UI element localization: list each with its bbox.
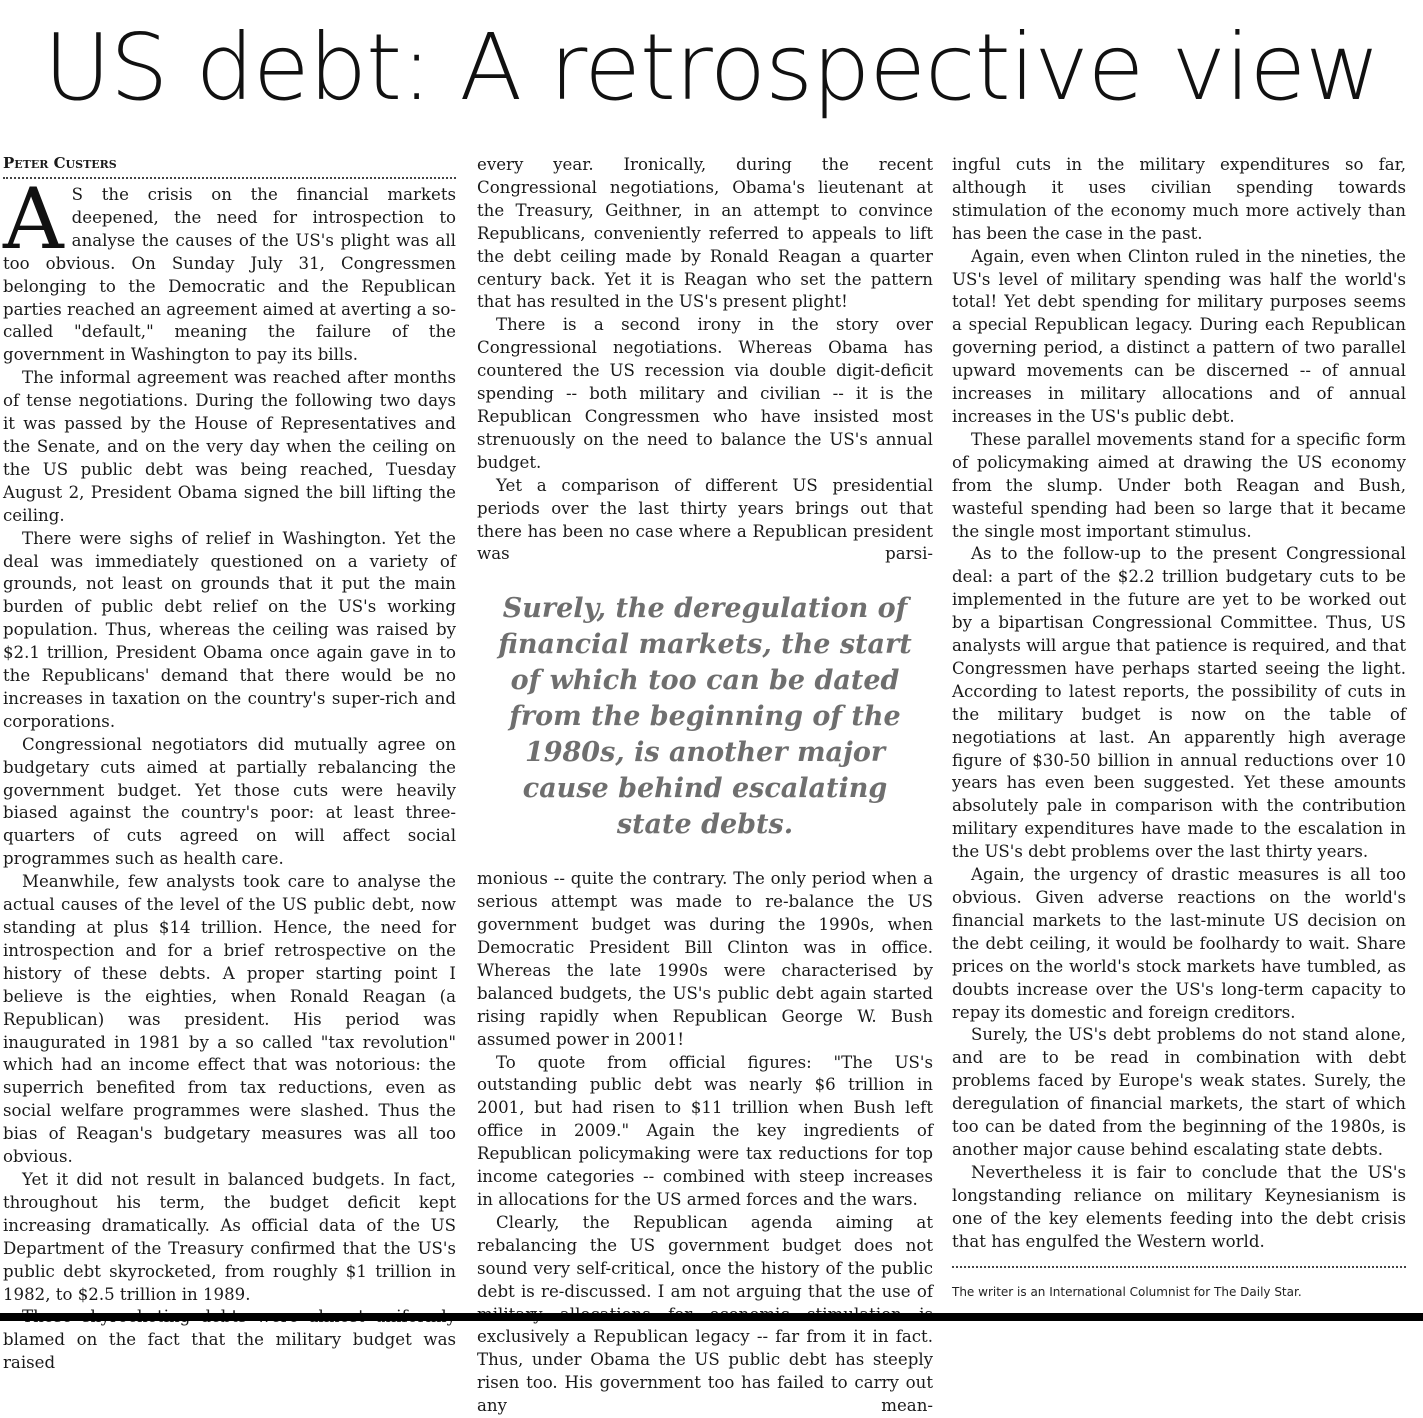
paragraph: There were sighs of relief in Washington. Yet the deal was immediately questioned on a variety of grounds, not least on grounds that it put the main burden of public debt relief on the US's working population. Thus, whereas the ceiling was raised by $2.1 trillion, President Obama once again gave in to the Republicans' demand that there would be no increases in taxation on the country's super-rich and corporations. (3, 528, 456, 731)
column-3 (952, 154, 1406, 1300)
article-title: US debt: A retrospective view (43, 14, 1380, 121)
author-credit: The writer is an International Columnist for The Daily Star. (952, 1284, 1302, 1299)
paragraph: There is a second irony in the story over Congressional negotiations. Whereas Obama has countered the US recession via double digit-deficit spending -- both military and civilian -- it is the Republican Congressmen who have insisted most strenuously on the need to balance the US's annual budget. (477, 315, 933, 472)
byline: Peter Custers (3, 152, 456, 179)
paragraph: every year. Ironically, during the recent Congressional negotiations, Obama's lieutenant at the Treasury, Geithner, in an attempt to convince Republicans, conveniently referred to appeals to lift the debt ceiling made by Ronald Reagan a quarter century back. Yet it is Reagan who set the pattern that has resulted in the US's present plight! (477, 155, 933, 312)
paragraph: Clearly, the Republican agenda aiming at rebalancing the US government budget does not sound very self-critical, once the history of the public debt is re-discussed. I am not arguing that the use of exclusively a Republican legacy -- far from it in fact. Thus, under Obama the US public debt has steeply risen too. His government too has failed to carry out any mean- (477, 1212, 933, 1416)
drop-cap: A (3, 170, 64, 268)
paragraph: blamed on the fact that the military budget was raised (3, 1330, 456, 1373)
paragraph: Again, the urgency of drastic measures is all too obvious. Given adverse reactions on the world's financial markets to the last-minute US decision on the debt ceiling, it would be foolhardy to wait. Share prices on the world's stock markets have tumbled, as doubts increase over the US's long-term capacity to repay its domestic and foreign creditors. (952, 865, 1406, 1022)
paragraph: Congressional negotiators did mutually agree on budgetary cuts aimed at partially rebalancing the government budget. Yet those cuts were heavily biased against the country's poor: at least three-quarters of cuts agreed on will affect social programmes such as health care. (3, 734, 456, 869)
pull-quote: Surely, the deregulation of financial markets, the start of which too can be dated from the beginning of the 1980s, is another major cause behind escalating state debts. (498, 593, 912, 841)
paragraph: These parallel movements stand for a specific form of policymaking aimed at drawing the US economy from the slump. Under both Reagan and Bush, wasteful spending had been so large that it became the single most important stimulus. (952, 429, 1406, 541)
paragraph-text: S the crisis on the financial markets deepened, the need for introspection to analyse the causes of the US's plight was all too obvious. On Sunday July 31, Congressmen belonging to the Democratic and the Republican parties reached an agreement aimed at averting a so-called "default," meaning the failure of the government in Washington to pay its bills. (3, 185, 456, 365)
column-1 (3, 152, 456, 1375)
paragraph: Yet a comparison of different US presidential periods over the last thirty years brings out that there has been no case where a Republican president was parsi- (477, 475, 933, 564)
paragraph: To quote from official figures: "The US's outstanding public debt was nearly $6 trillion in 2001, but had risen to $11 trillion when Bush left office in 2009." Again the key ingredients of Republican policymaking were tax reductions for top income categories -- combined with steep increases in allocations for the US armed forces and the wars. (477, 1052, 933, 1209)
paragraph: As to the follow-up to the present Congressional deal: a part of the $2.2 trillion budgetary cuts to be implemented in the future are yet to be worked out by a bipartisan Congressional Committee. Thus, US analysts will argue that patience is required, and that Congressmen have perhaps started seeing the light. According to latest reports, the possibility of cuts in the military budget is now on the table of negotiations at last. An apparently high average figure of $30-50 billion in annual reductions over 10 years has even been suggested. Yet these amounts absolutely pale in comparison with the contribution military expenditures have made to the escalation in the US's debt problems over the last thirty years. (952, 544, 1406, 862)
paragraph (3, 170, 456, 367)
paragraph: Again, even when Clinton ruled in the nineties, the US's level of military spending was half the world's total! Yet debt spending for military purposes seems a special Republican legacy. During each Republican governing period, a distinct a pattern of two parallel upward movements can be discerned -- of annual increases in military allocations and of annual increases in the US's public debt. (952, 246, 1406, 426)
paragraph: monious -- quite the contrary. The only period when a serious attempt was made to re-balance the US government budget was during the 1990s, when Democratic President Bill Clinton was in office. Whereas the late 1990s were characterised by balanced budgets, the US's public debt again started rising rapidly when Republican George W. Bush assumed power in 2001! (477, 869, 933, 1049)
paragraph: Surely, the US's debt problems do not stand alone, and are to be read in combination with debt problems faced by Europe's weak states. Surely, the deregulation of financial markets, the start of which too can be dated from the beginning of the 1980s, is another major cause behind escalating state debts. (952, 1025, 1406, 1159)
paragraph: ingful cuts in the military expenditures so far, although it uses civilian spending towards stimulation of the economy much more actively than has been the case in the past. (952, 155, 1406, 243)
bottom-bar (0, 1313, 1423, 1321)
paragraph: Meanwhile, few analysts took care to analyse the actual causes of the level of the US public debt, now standing at plus $14 trillion. Hence, the need for introspection and for a brief retrospective on the history of these debts. A proper starting point I believe is the eighties, when Ronald Reagan (a Republican) was president. His period was inaugurated in 1981 by a so called "tax revolution" which had an income effect that was notorious: the superrich benefited from tax reductions, even as social welfare programmes were slashed. Thus the bias of Reagan's budgetary measures was all too obvious. (3, 872, 456, 1167)
paragraph: Nevertheless it is fair to conclude that the US's longstanding reliance on military Keynesianism is one of the key elements feeding into the debt crisis that has engulfed the Western world. (952, 1162, 1406, 1251)
paragraph: The informal agreement was reached after months of tense negotiations. During the following two days it was passed by the House of Representatives and the Senate, and on the very day when the ceiling on the US public debt was being reached, Tuesday August 2, President Obama signed the bill lifting the ceiling. (3, 368, 456, 525)
column-2 (477, 154, 933, 1418)
paragraph: Yet it did not result in balanced budgets. In fact, throughout his term, the budget deficit kept increasing dramatically. As official data of the US Department of the Treasury confirmed that the US's public debt skyrocketed, from roughly $1 trillion in 1982, to $2.5 trillion in 1989. (3, 1169, 456, 1304)
divider (952, 1266, 1406, 1268)
